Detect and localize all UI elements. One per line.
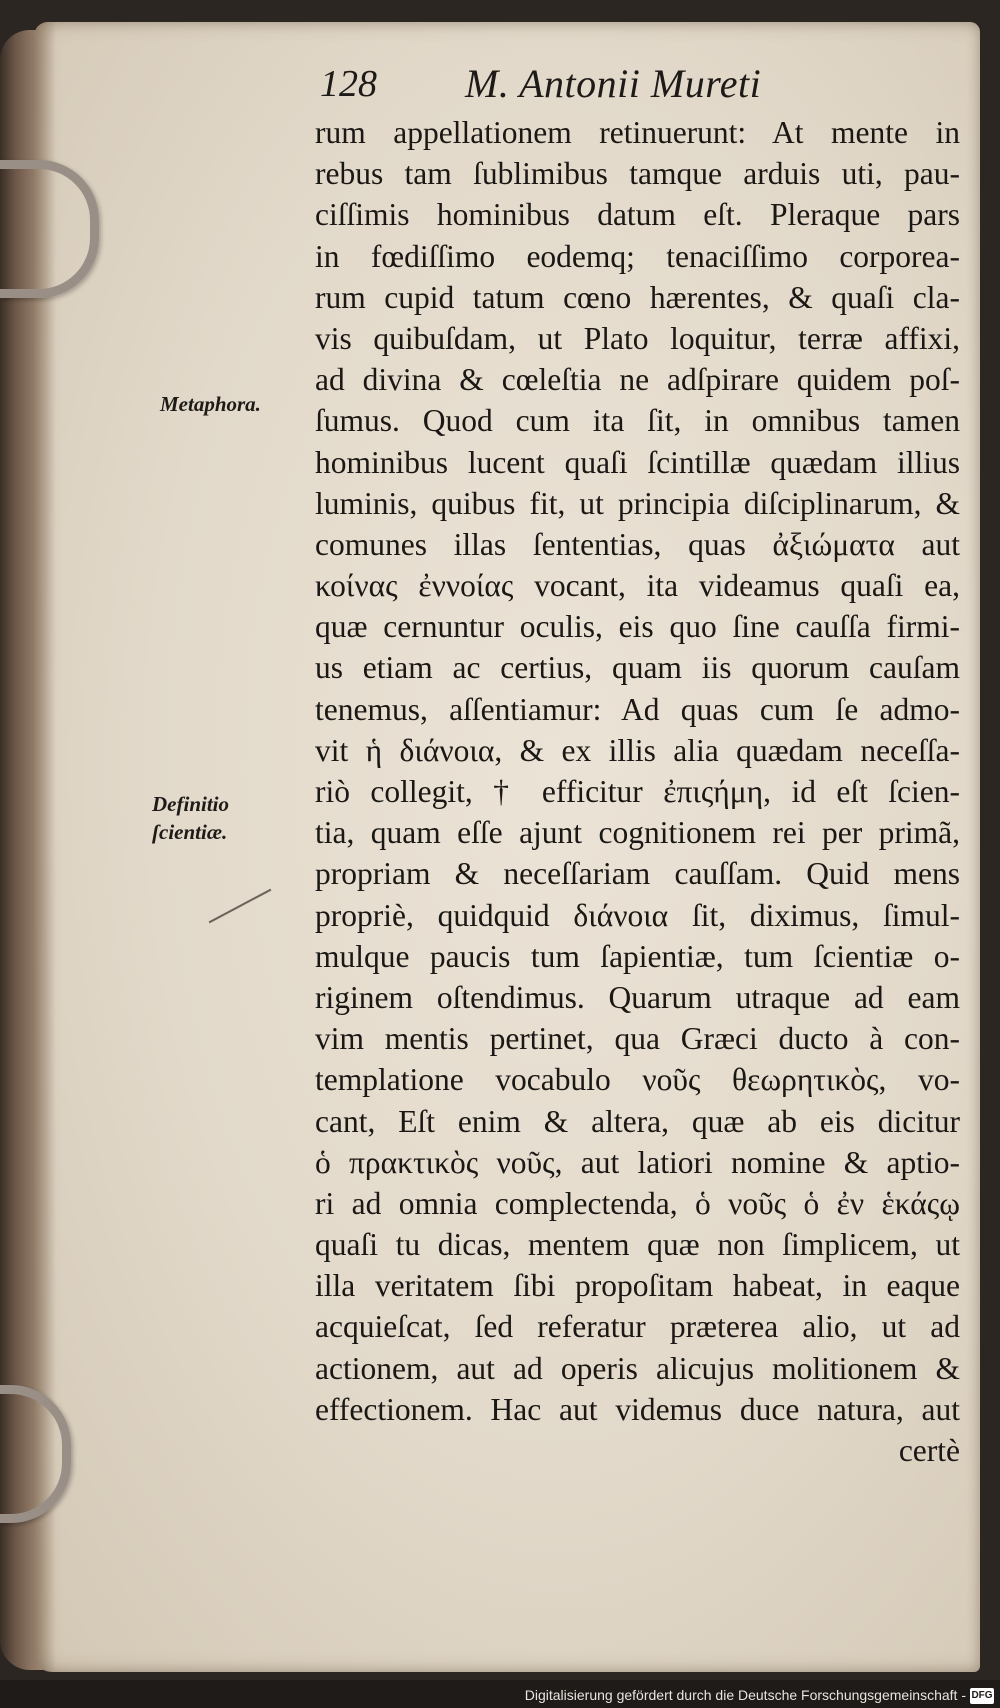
text-line: vis quibuſdam, ut Plato loquitur, terræ affixi,	[315, 320, 960, 356]
page-number: 128	[320, 63, 377, 105]
funding-credit: Digitalisierung gefördert durch die Deutsche Forschungsgemeinschaft -	[524, 1687, 966, 1703]
marginal-note-line: ſcientiæ.	[152, 820, 228, 844]
text-line: mulque paucis tum ſapientiæ, tum ſcientiæ o-	[315, 938, 960, 974]
text-line: comunes illas ſententias, quas ἀξιώματα aut	[315, 526, 960, 562]
catchword: certè	[898, 1433, 960, 1468]
marginal-note-definitio	[152, 790, 229, 846]
text-line: vim mentis pertinet, qua Græci ducto à con-	[315, 1021, 960, 1057]
text-line: ciſſimis hominibus datum eſt. Pleraque pars	[315, 197, 960, 233]
text-line: illa veritatem ſibi propoſitam habeat, in eaque	[315, 1268, 960, 1304]
text-line: ad divina & cœleſtia ne adſpirare quidem poſ-	[315, 362, 960, 398]
text-line: quæ cernuntur oculis, eis quo ſine cauſſa firmi-	[315, 609, 960, 645]
text-line: in fœdiſſimo eodemq; tenaciſſimo corporea-	[315, 238, 960, 274]
text-line: vit ἡ διάνοια, & ex illis alia quædam neceſſa-	[315, 732, 960, 768]
text-line: us etiam ac certius, quam iis quorum cauſam	[315, 650, 960, 686]
text-line: propriè, quidquid διάνοια ſit, diximus, ſimul-	[315, 897, 960, 933]
text-line: ri ad omnia complectenda, ὁ νοῦς ὁ ἐν ἑκάςῳ	[315, 1185, 960, 1221]
text-line: acquieſcat, ſed referatur præterea alio, ut ad	[315, 1309, 960, 1345]
text-line: hominibus lucent quaſi ſcintillæ quædam illius	[315, 444, 960, 480]
text-line: effectionem. Hac aut videmus duce natura, aut	[315, 1391, 960, 1427]
digitization-footer	[0, 1680, 1000, 1708]
text-line: rum appellationem retinuerunt: At mente in	[315, 115, 960, 150]
text-line: templatione vocabulo νοῦς θεωρητικὸς, vo-	[315, 1062, 960, 1098]
text-line: propriam & neceſſariam cauſſam. Quid mens	[315, 856, 960, 892]
text-line: riginem oſtendimus. Quarum utraque ad eam	[315, 979, 960, 1015]
page-header	[320, 50, 880, 110]
book-clip-top	[0, 160, 99, 298]
text-line: luminis, quibus fit, ut principia diſciplinarum, &	[315, 485, 960, 521]
text-line: actionem, aut ad operis alicujus molitionem &	[315, 1350, 960, 1386]
text-line: ſumus. Quod cum ita ſit, in omnibus tamen	[315, 403, 960, 439]
text-line: riò collegit, † efficitur ἐπιςήμη, id eſt ſcien-	[315, 774, 960, 809]
text-line: quaſi tu dicas, mentem quæ non ſimplicem, ut	[315, 1227, 960, 1263]
text-line: ὁ πρακτικὸς νοῦς, aut latiori nomine & aptio-	[315, 1144, 960, 1180]
dfg-logo-icon: DFG	[970, 1688, 994, 1704]
text-line: rum cupid tatum cœno hærentes, & quaſi cla-	[315, 279, 960, 315]
text-line: tia, quam eſſe ajunt cognitionem rei per primã,	[315, 815, 960, 851]
text-line: κοίνας ἐννοίας vocant, ita videamus quaſi ea,	[315, 568, 960, 604]
text-line: cant, Eſt enim & altera, quæ ab eis dicitur	[315, 1103, 960, 1139]
text-line: rebus tam ſublimibus tamque arduis uti, pau-	[315, 156, 960, 192]
marginal-note-line: Definitio	[152, 792, 229, 816]
body-text	[315, 112, 960, 1471]
text-line: tenemus, aſſentiamur: Ad quas cum ſe admo-	[315, 691, 960, 727]
running-title: M. Antonii Mureti	[465, 61, 762, 106]
marginal-note-metaphora: Metaphora.	[160, 392, 261, 416]
